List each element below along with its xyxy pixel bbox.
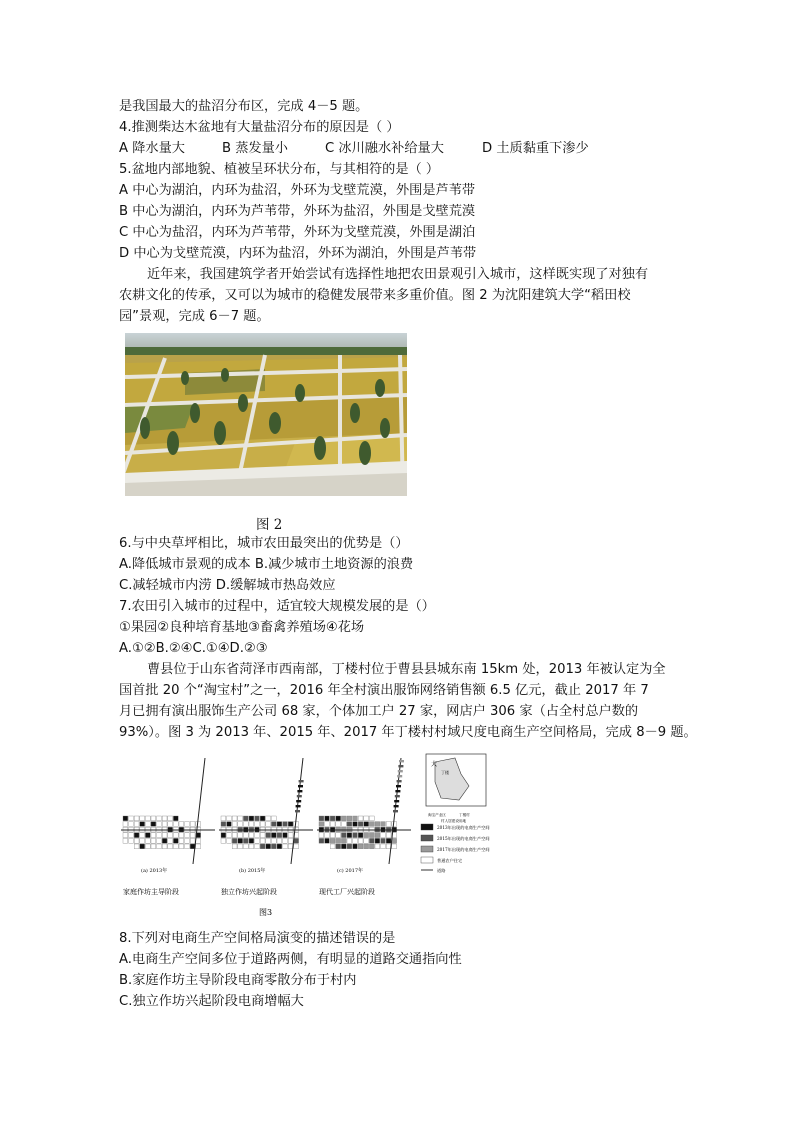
house-cell	[347, 844, 352, 849]
house-cell	[145, 833, 150, 838]
house-cell	[162, 816, 167, 821]
roadside-workshop	[299, 780, 304, 782]
roadside-workshop	[395, 795, 400, 797]
intro-line: 是我国最大的盐沼分布区，完成 4－5 题。	[119, 99, 369, 114]
house-cell	[364, 838, 369, 843]
question-4-options	[119, 139, 589, 159]
question-6-options-cd: C.减轻城市内涝 D.缓解城市热岛效应	[119, 578, 336, 593]
house-cell	[173, 822, 178, 827]
paragraph-3-line-4: 93%）。图 3 为 2013 年、2015 年、2017 年丁楼村村域尺度电商生产空间格局，完成 8－9 题。	[119, 725, 697, 740]
figure-3-legend	[421, 824, 490, 874]
house-cell	[227, 816, 232, 821]
house-cell	[255, 844, 260, 849]
house-cell	[185, 822, 190, 827]
house-cell	[375, 844, 380, 849]
legend-road: 道路	[437, 868, 446, 873]
house-cell	[358, 822, 363, 827]
inset-text-2: 丁楼	[441, 770, 449, 775]
village-panel-1	[121, 758, 215, 896]
house-cell	[381, 833, 386, 838]
house-cell	[369, 844, 374, 849]
house-cell	[173, 816, 178, 821]
paragraph-2-line-3: 园”景观，完成 6－7 题。	[119, 309, 270, 324]
inset-text-4: 丁楼村	[459, 813, 470, 817]
house-cell	[341, 833, 346, 838]
house-cell	[151, 816, 156, 821]
house-cell	[347, 816, 352, 821]
house-cell	[168, 844, 173, 849]
house-cell	[185, 833, 190, 838]
house-cell	[325, 822, 330, 827]
panel-year-label: (b) 2015年	[239, 868, 266, 874]
question-8-option-a: A.电商生产空间多位于道路两侧，有明显的道路交通指向性	[119, 952, 462, 967]
house-cell	[255, 833, 260, 838]
house-cell	[140, 816, 145, 821]
house-cell	[375, 838, 380, 843]
house-cell	[145, 844, 150, 849]
house-cell	[319, 838, 324, 843]
house-cell	[185, 844, 190, 849]
house-cell	[392, 844, 397, 849]
roadside-workshop	[394, 800, 399, 802]
house-cell	[319, 816, 324, 821]
house-cell	[271, 844, 276, 849]
house-cell	[243, 844, 248, 849]
question-5-option-b: B 中心为湖泊，内环为芦苇带，外环为盐沼，外围是戈壁荒漠	[119, 204, 476, 219]
house-cell	[266, 833, 271, 838]
paragraph-2-line-2: 农耕文化的传承，又可以为城市的稳健发展带来多重价值。图 2 为沈阳建筑大学“稻田校	[119, 288, 631, 303]
house-cell	[134, 833, 139, 838]
house-cell	[196, 838, 201, 843]
house-cell	[162, 822, 167, 827]
house-cell	[260, 833, 265, 838]
house-cell	[238, 844, 243, 849]
panel-stage-label: 独立作坊兴起阶段	[221, 888, 277, 896]
house-cell	[238, 816, 243, 821]
roadside-workshop	[396, 785, 401, 787]
house-cell	[157, 833, 162, 838]
figure-3-caption: 图3	[259, 908, 273, 917]
roadside-workshop	[399, 760, 404, 762]
roadside-workshop	[398, 770, 403, 772]
legend-swatch-house	[421, 857, 433, 863]
legend-swatch-2013	[421, 824, 433, 830]
house-cell	[185, 838, 190, 843]
house-cell	[260, 822, 265, 827]
house-cell	[266, 844, 271, 849]
house-cell	[336, 844, 341, 849]
house-cell	[283, 838, 288, 843]
house-cell	[341, 844, 346, 849]
question-5-option-c: C 中心为盐沼，内环为芦苇带，外环为戈壁荒漠，外围是湖泊	[119, 225, 476, 240]
roadside-workshop	[296, 800, 301, 802]
house-cell	[260, 838, 265, 843]
house-cell	[294, 838, 299, 843]
question-7: 7.农田引入城市的过程中，适宜较大规模发展的是（）	[119, 599, 435, 614]
house-cell	[151, 833, 156, 838]
village-panel-2	[219, 758, 313, 896]
house-cell	[283, 833, 288, 838]
house-cell	[162, 838, 167, 843]
panel-stage-label: 现代工厂兴起阶段	[319, 888, 375, 896]
house-cell	[288, 838, 293, 843]
house-cell	[294, 844, 299, 849]
question-8-option-c: C.独立作坊兴起阶段电商增幅大	[119, 994, 304, 1009]
house-cell	[190, 833, 195, 838]
roadside-workshop	[397, 780, 402, 782]
house-cell	[227, 822, 232, 827]
house-cell	[221, 833, 226, 838]
house-cell	[157, 816, 162, 821]
house-cell	[179, 838, 184, 843]
house-cell	[266, 822, 271, 827]
house-cell	[134, 816, 139, 821]
roadside-workshop	[296, 805, 301, 807]
legend-2013: 2013年出现的电商生产空间	[437, 825, 490, 830]
house-cell	[129, 838, 134, 843]
house-cell	[369, 816, 374, 821]
question-8: 8.下列对电商生产空间格局演变的描述错误的是	[119, 931, 396, 946]
house-cell	[353, 822, 358, 827]
house-cell	[238, 833, 243, 838]
village-panels	[121, 758, 411, 896]
house-cell	[151, 844, 156, 849]
house-cell	[364, 844, 369, 849]
house-cell	[129, 833, 134, 838]
inset-text-3: 淘宝产业区	[428, 813, 446, 817]
house-cell	[330, 844, 335, 849]
house-cell	[221, 838, 226, 843]
panel-year-label: (a) 2013年	[141, 868, 168, 874]
roadside-workshop	[297, 790, 302, 792]
house-cell	[260, 816, 265, 821]
house-cell	[288, 822, 293, 827]
house-cell	[364, 816, 369, 821]
house-cell	[243, 816, 248, 821]
house-cell	[168, 816, 173, 821]
option-d: D 土质黏重下渗少	[482, 141, 589, 156]
panel-year-label: (c) 2017年	[337, 868, 364, 874]
house-cell	[277, 833, 282, 838]
house-cell	[266, 838, 271, 843]
house-cell	[243, 838, 248, 843]
question-4: 4.推测柴达木盆地有大量盐沼分布的原因是（ ）	[119, 120, 400, 135]
house-cell	[266, 816, 271, 821]
house-cell	[330, 822, 335, 827]
roadside-workshop	[395, 790, 400, 792]
house-cell	[386, 822, 391, 827]
house-cell	[271, 833, 276, 838]
house-cell	[325, 833, 330, 838]
house-cell	[123, 833, 128, 838]
house-cell	[238, 838, 243, 843]
paragraph-2-line-1: 近年来，我国建筑学者开始尝试有选择性地把农田景观引入城市，这样既实现了对独有	[147, 267, 649, 282]
house-cell	[271, 822, 276, 827]
house-cell	[358, 844, 363, 849]
house-cell	[347, 833, 352, 838]
house-cell	[319, 833, 324, 838]
house-cell	[358, 838, 363, 843]
house-cell	[145, 838, 150, 843]
house-cell	[168, 833, 173, 838]
house-cell	[336, 816, 341, 821]
legend-2017: 2017年出现的电商生产空间	[437, 847, 490, 852]
roadside-workshop	[398, 765, 403, 767]
panel-stage-label: 家庭作坊主导阶段	[123, 888, 179, 896]
house-cell	[249, 816, 254, 821]
house-cell	[381, 844, 386, 849]
paragraph-3-line-2: 国首批 20 个“淘宝村”之一，2016 年全村演出服饰网络销售额 6.5 亿元，截止 2017 年 7	[119, 683, 649, 698]
paragraph-3-line-1: 曹县位于山东省菏泽市西南部，丁楼村位于曹县县城东南 15km 处，2013 年被认定为全	[147, 662, 666, 677]
house-cell	[134, 822, 139, 827]
house-cell	[151, 838, 156, 843]
house-cell	[369, 838, 374, 843]
house-cell	[369, 822, 374, 827]
question-7-items: ①果园②良种培育基地③畜禽养殖场④花场	[119, 620, 365, 635]
house-cell	[173, 838, 178, 843]
roadside-workshop	[394, 805, 399, 807]
legend-2015: 2015年出现的电商生产空间	[437, 836, 490, 841]
house-cell	[232, 822, 237, 827]
house-cell	[336, 833, 341, 838]
house-cell	[347, 838, 352, 843]
question-5-option-d: D 中心为戈壁荒漠，内环为盐沼，外环为湖泊，外围是芦苇带	[119, 246, 477, 261]
house-cell	[168, 822, 173, 827]
house-cell	[134, 844, 139, 849]
house-cell	[243, 822, 248, 827]
house-cell	[238, 822, 243, 827]
house-cell	[364, 822, 369, 827]
rice-field-photo	[125, 333, 407, 496]
house-cell	[381, 838, 386, 843]
house-cell	[168, 838, 173, 843]
house-cell	[271, 838, 276, 843]
house-cell	[129, 822, 134, 827]
house-cell	[179, 822, 184, 827]
house-cell	[386, 838, 391, 843]
house-cell	[232, 816, 237, 821]
house-cell	[386, 844, 391, 849]
house-cell	[255, 822, 260, 827]
house-cell	[277, 838, 282, 843]
option-b: B 蒸发量小	[222, 141, 288, 156]
house-cell	[196, 844, 201, 849]
house-cell	[392, 838, 397, 843]
house-cell	[283, 844, 288, 849]
house-cell	[271, 816, 276, 821]
roadside-workshop	[297, 795, 302, 797]
house-cell	[173, 833, 178, 838]
house-cell	[140, 838, 145, 843]
house-cell	[157, 838, 162, 843]
house-cell	[140, 844, 145, 849]
house-cell	[173, 844, 178, 849]
village-panel-3	[317, 758, 411, 896]
house-cell	[341, 822, 346, 827]
house-cell	[227, 833, 232, 838]
house-cell	[341, 816, 346, 821]
house-cell	[336, 838, 341, 843]
house-cell	[249, 833, 254, 838]
house-cell	[243, 833, 248, 838]
house-cell	[353, 844, 358, 849]
house-cell	[140, 833, 145, 838]
figure-3-map	[119, 752, 491, 924]
rice-field-illustration	[125, 333, 407, 496]
house-cell	[325, 838, 330, 843]
house-cell	[347, 822, 352, 827]
house-cell	[364, 833, 369, 838]
inset-text-1: 大	[431, 761, 438, 768]
house-cell	[375, 822, 380, 827]
house-cell	[151, 822, 156, 827]
house-cell	[179, 844, 184, 849]
house-cell	[288, 844, 293, 849]
house-cell	[319, 822, 324, 827]
house-cell	[353, 833, 358, 838]
house-cell	[386, 833, 391, 838]
house-cell	[190, 822, 195, 827]
house-cell	[353, 838, 358, 843]
house-cell	[358, 816, 363, 821]
roadside-workshop	[298, 785, 303, 787]
house-cell	[157, 844, 162, 849]
house-cell	[123, 816, 128, 821]
house-cell	[232, 844, 237, 849]
house-cell	[140, 822, 145, 827]
house-cell	[123, 822, 128, 827]
house-cell	[277, 822, 282, 827]
house-cell	[353, 816, 358, 821]
question-6-options-ab: A.降低城市景观的成本 B.减少城市土地资源的浪费	[119, 557, 414, 572]
roadside-workshop	[393, 810, 398, 812]
question-8-option-b: B.家庭作坊主导阶段电商零散分布于村内	[119, 973, 357, 988]
house-cell	[145, 816, 150, 821]
question-6: 6.与中央草坪相比，城市农田最突出的优势是（）	[119, 536, 409, 551]
option-a: A 降水量大	[119, 141, 185, 156]
house-cell	[162, 844, 167, 849]
house-cell	[249, 838, 254, 843]
house-cell	[190, 838, 195, 843]
house-cell	[134, 838, 139, 843]
inset-text-5: 村人居建设用地	[441, 819, 467, 823]
house-cell	[221, 822, 226, 827]
paragraph-3-line-3: 月已拥有演出服饰生产公司 68 家，个体加工户 27 家，网店户 306 家（占全村总户数的	[119, 704, 639, 719]
house-cell	[369, 833, 374, 838]
house-cell	[381, 822, 386, 827]
question-5-option-a: A 中心为湖泊，内环为盐沼，外环为戈壁荒漠，外围是芦苇带	[119, 183, 476, 198]
house-cell	[162, 833, 167, 838]
inset-map	[426, 754, 486, 823]
roadside-workshop	[397, 775, 402, 777]
house-cell	[375, 833, 380, 838]
house-cell	[129, 816, 134, 821]
question-7-options: A.①②B.②④C.①④D.②③	[119, 641, 268, 656]
house-cell	[232, 838, 237, 843]
house-cell	[157, 822, 162, 827]
house-cell	[190, 844, 195, 849]
house-cell	[358, 833, 363, 838]
house-cell	[330, 816, 335, 821]
house-cell	[249, 844, 254, 849]
house-cell	[341, 838, 346, 843]
house-cell	[123, 838, 128, 843]
legend-swatch-2015	[421, 835, 433, 841]
house-cell	[277, 844, 282, 849]
legend-swatch-2017	[421, 846, 433, 852]
house-cell	[221, 816, 226, 821]
option-c: C 冰川融水补给量大	[325, 141, 444, 156]
house-cell	[145, 822, 150, 827]
house-cell	[255, 816, 260, 821]
house-cell	[255, 838, 260, 843]
house-cell	[283, 822, 288, 827]
house-cell	[260, 844, 265, 849]
legend-house: 普通农户住宅	[437, 858, 463, 863]
house-cell	[336, 822, 341, 827]
house-cell	[325, 816, 330, 821]
house-cell	[288, 833, 293, 838]
house-cell	[330, 833, 335, 838]
house-cell	[232, 833, 237, 838]
house-cell	[249, 822, 254, 827]
question-5: 5.盆地内部地貌、植被呈环状分布，与其相符的是（ ）	[119, 162, 440, 177]
roadside-workshop	[295, 810, 300, 812]
house-cell	[330, 838, 335, 843]
house-cell	[227, 838, 232, 843]
house-cell	[179, 833, 184, 838]
figure-2-caption: 图 2	[256, 517, 283, 533]
